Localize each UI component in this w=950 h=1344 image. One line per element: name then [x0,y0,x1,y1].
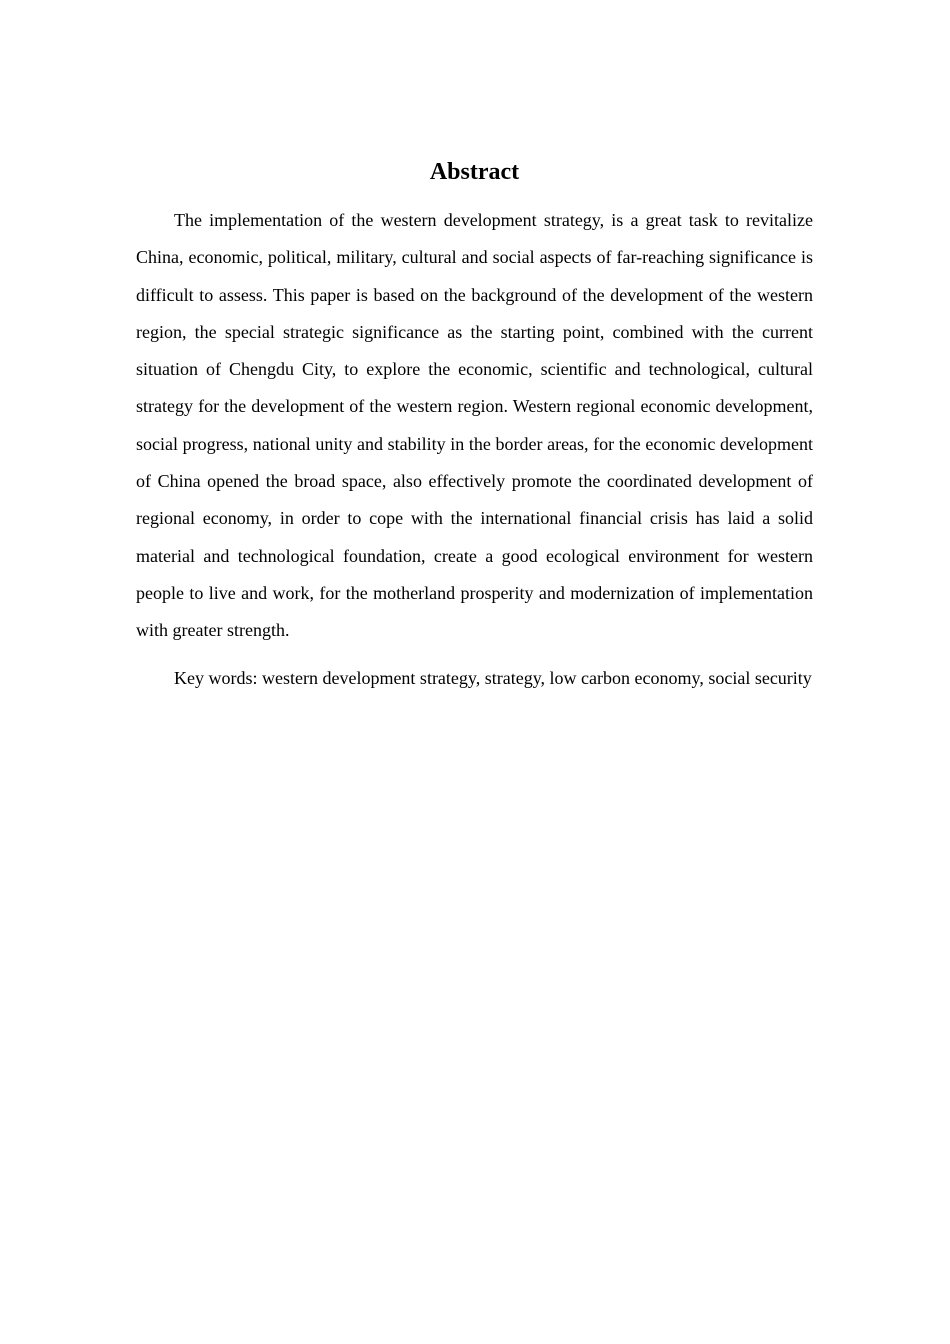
abstract-section [136,152,813,697]
keywords-paragraph: Key words: western development strategy, strategy, low carbon economy, social security [174,667,812,688]
abstract-title: Abstract [429,159,520,185]
abstract-paragraph: The implementation of the western development strategy, is a great task to revitalize China, economic, political, military, cultural and social aspects of far-reaching significance is difficult to assess. This paper is based on the background of the development of the western region, the special strategic significance as the starting point, combined with the current situation of Chengdu City, to explore the economic, scientific and technological, cultural strategy for the development of the western region. Western regional economic development, social progress, national unity and stability in the border areas, for the economic development of China opened the broad space, also effectively promote the coordinated development of regional economy, in order to cope with the international financial crisis has laid a solid material and technological foundation, create a good ecological environment for western people to live and work, for the motherland prosperity and modernization of implementation with greater strength. [136,210,813,641]
